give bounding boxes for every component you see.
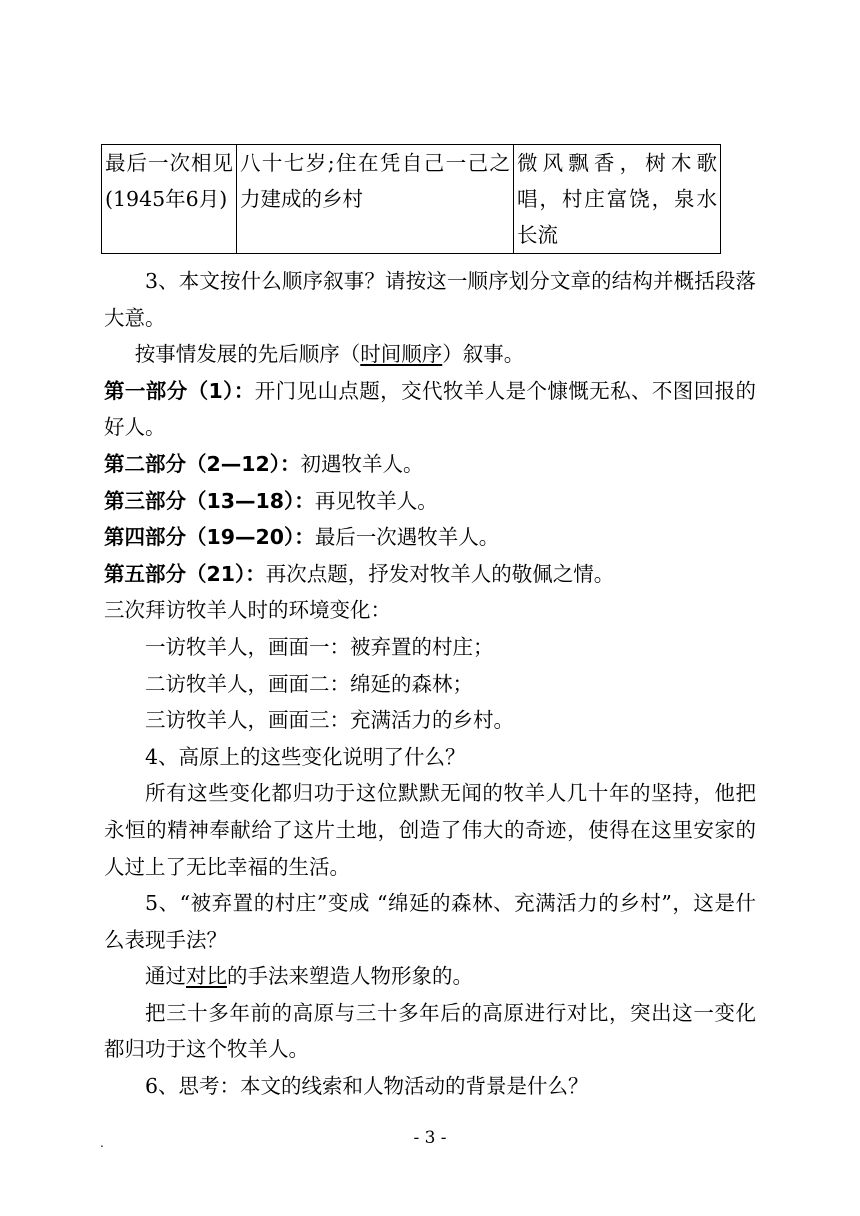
table-cell-time: 最后一次相见(1945年6月): [102, 145, 237, 254]
question-6: 6、思考：本文的线索和人物活动的背景是什么？: [145, 1074, 589, 1099]
page-number: - 3 -: [413, 1128, 447, 1148]
env-item-2: 二访牧羊人，画面二：绵延的森林；: [145, 671, 473, 696]
part-text: 开门见山点题，交代牧羊人是个慷慨无私、不图回报的好人。: [104, 378, 757, 440]
question-4: 4、高原上的这些变化说明了什么？: [145, 744, 466, 769]
env-item-1: 一访牧羊人，画面一：被弃置的村庄；: [145, 634, 494, 659]
part-5: [104, 556, 756, 593]
part-label: 第一部分（1）：: [104, 378, 255, 403]
part-text: 最后一次遇牧羊人。: [314, 525, 500, 550]
answer-3-post: ）叙事。: [442, 342, 525, 367]
question-3: 3、本文按什么顺序叙事？请按这一顺序划分文章的结构并概括段落大意。: [104, 269, 756, 330]
part-2: [104, 446, 756, 483]
part-label: 第三部分（13—18）：: [104, 488, 315, 513]
answer-5-underlined: 对比: [186, 964, 227, 989]
part-text: 再次点题，抒发对牧羊人的敬佩之情。: [265, 561, 615, 586]
answer-5-post: 的手法来塑造人物形象的。: [227, 964, 473, 989]
part-4: [104, 519, 756, 556]
answer-3-underlined: 时间顺序: [360, 342, 443, 367]
answer-3: [104, 336, 756, 373]
info-table: [101, 144, 721, 254]
document-body: [104, 263, 756, 1105]
env-title: 三次拜访牧羊人时的环境变化：: [104, 598, 391, 623]
footer-dot: .: [100, 1136, 104, 1150]
table-row: [102, 145, 721, 254]
part-label: 第二部分（2—12）：: [104, 451, 301, 476]
table-cell-status: 八十七岁;住在凭自己一己之力建成的乡村: [237, 145, 514, 254]
part-text: 初遇牧羊人。: [300, 451, 424, 476]
part-3: [104, 483, 756, 520]
table-cell-environment: 微风飘香，树木歌唱，村庄富饶，泉水长流: [514, 145, 721, 254]
answer-3-pre: 按事情发展的先后顺序（: [134, 342, 361, 367]
answer-5-detail: 把三十多年前的高原与三十多年后的高原进行对比，突出这一变化都归功于这个牧羊人。: [104, 1000, 756, 1062]
question-5: 5、“被弃置的村庄”变成 “绵延的森林、充满活力的乡村”，这是什么表现手法？: [104, 891, 756, 952]
part-label: 第五部分（21）：: [104, 561, 266, 586]
answer-5: [104, 958, 756, 995]
part-label: 第四部分（19—20）：: [104, 525, 315, 550]
env-item-3: 三访牧羊人，画面三：充满活力的乡村。: [145, 708, 514, 733]
answer-5-pre: 通过: [145, 964, 186, 989]
answer-4: 所有这些变化都归功于这位默默无闻的牧羊人几十年的坚持，他把永恒的精神奉献给了这片土地，创造了伟大的奇迹，使得在这里安家的人过上了无比幸福的生活。: [104, 781, 756, 879]
part-1: [104, 373, 756, 446]
part-text: 再见牧羊人。: [314, 488, 438, 513]
